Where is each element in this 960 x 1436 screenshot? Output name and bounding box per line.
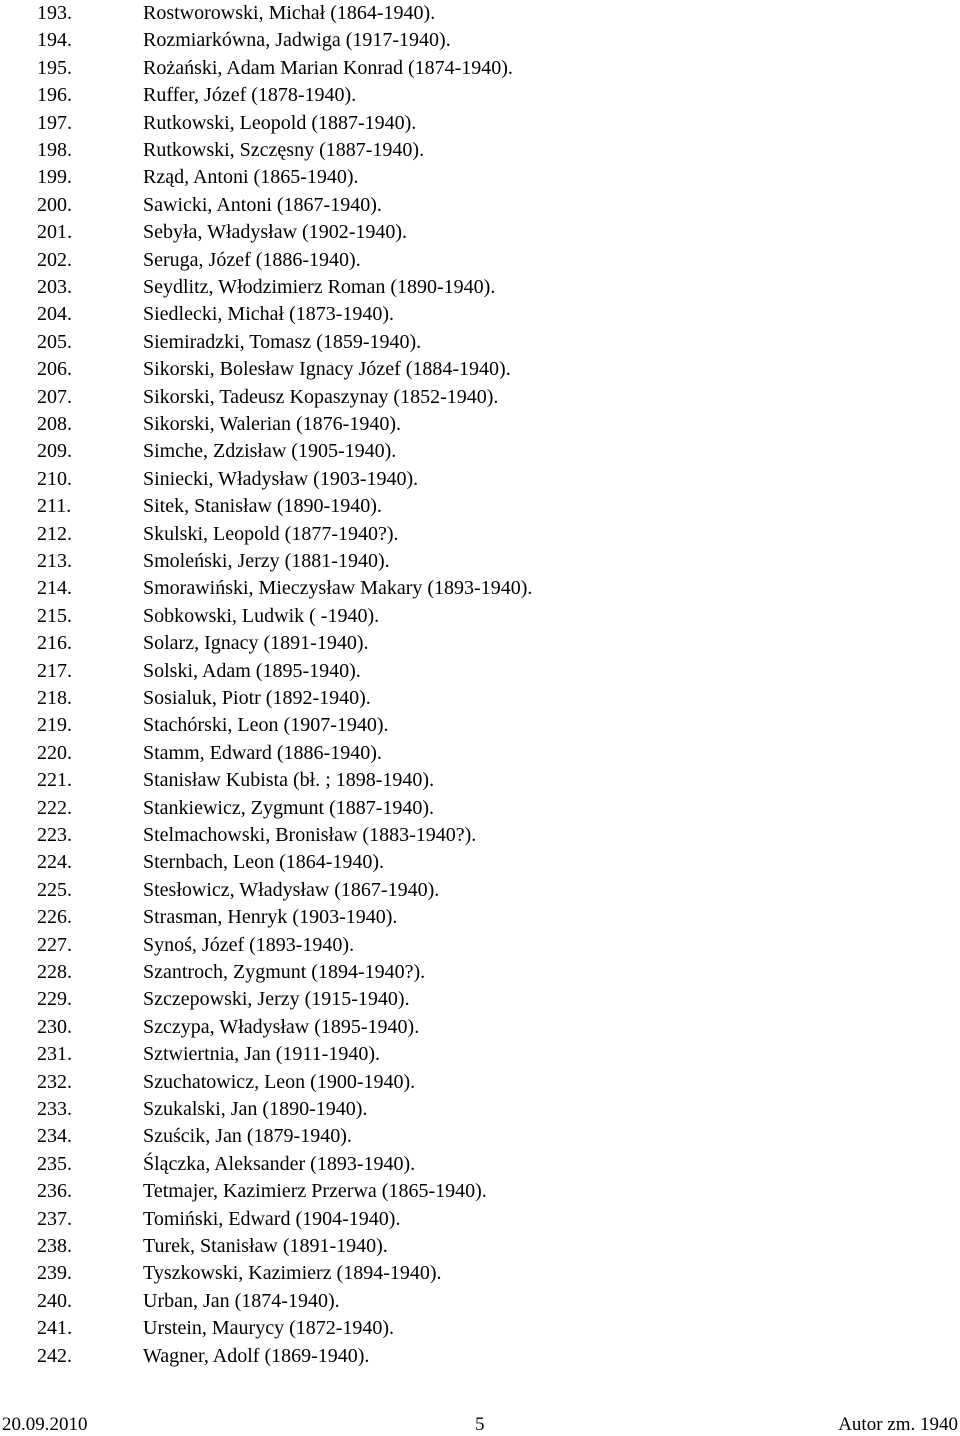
entry-number: 201.	[37, 221, 72, 244]
entry-number: 227.	[37, 933, 72, 956]
entry-number: 240.	[37, 1289, 72, 1312]
list-item	[0, 959, 960, 986]
entry-number: 226.	[37, 906, 72, 929]
entry-name: Solski, Adam (1895-1940).	[143, 659, 361, 682]
entry-number: 238.	[37, 1235, 72, 1257]
list-item	[0, 1343, 960, 1370]
list-item	[0, 1315, 960, 1342]
entry-name: Turek, Stanisław (1891-1940).	[143, 1235, 388, 1257]
entry-name: Rutkowski, Leopold (1887-1940).	[143, 111, 417, 134]
list-item	[0, 0, 960, 27]
entry-number: 203.	[37, 276, 72, 298]
entry-number: 216.	[37, 632, 72, 655]
entry-name: Synoś, Józef (1893-1940).	[143, 933, 355, 956]
entry-name: Strasman, Henryk (1903-1940).	[143, 906, 398, 929]
entry-name: Sosialuk, Piotr (1892-1940).	[143, 687, 371, 709]
entry-number: 197.	[37, 111, 72, 134]
entry-name: Sebyła, Władysław (1902-1940).	[143, 221, 408, 244]
list-item	[0, 685, 960, 712]
list-item	[0, 630, 960, 657]
entry-number: 230.	[37, 1015, 72, 1038]
entry-number: 222.	[37, 796, 72, 819]
list-item	[0, 1178, 960, 1205]
entry-name: Urstein, Maurycy (1872-1940).	[143, 1317, 395, 1340]
entry-number: 209.	[37, 440, 72, 463]
entry-name: Szczepowski, Jerzy (1915-1940).	[143, 988, 410, 1011]
entry-number: 220.	[37, 741, 72, 764]
entry-number: 234.	[37, 1125, 72, 1148]
list-item	[0, 247, 960, 274]
entry-number: 221.	[37, 769, 72, 792]
list-item	[0, 1288, 960, 1315]
entry-name: Smoleński, Jerzy (1881-1940).	[143, 550, 390, 572]
entry-name: Skulski, Leopold (1877-1940?).	[143, 522, 399, 545]
list-item	[0, 329, 960, 356]
entry-name: Rożański, Adam Marian Konrad (1874-1940).	[143, 56, 513, 79]
entry-name: Siniecki, Władysław (1903-1940).	[143, 467, 419, 490]
entry-name: Stelmachowski, Bronisław (1883-1940?).	[143, 824, 477, 846]
entry-name: Tyszkowski, Kazimierz (1894-1940).	[143, 1262, 442, 1285]
entry-number: 225.	[37, 878, 72, 901]
entry-number: 193.	[37, 2, 72, 24]
list-item	[0, 521, 960, 548]
entry-name: Sikorski, Tadeusz Kopaszynay (1852-1940).	[143, 385, 499, 408]
entry-name: Stesłowicz, Władysław (1867-1940).	[143, 878, 440, 901]
list-item	[0, 82, 960, 109]
entry-name: Stankiewicz, Zygmunt (1887-1940).	[143, 796, 435, 819]
entry-number: 219.	[37, 714, 72, 737]
list-item	[0, 795, 960, 822]
entry-name: Urban, Jan (1874-1940).	[143, 1289, 340, 1312]
entry-name: Seruga, Józef (1886-1940).	[143, 248, 361, 271]
list-item	[0, 466, 960, 493]
list-item	[0, 658, 960, 685]
list-item	[0, 55, 960, 82]
entry-name: Simche, Zdzisław (1905-1940).	[143, 440, 397, 463]
entry-number: 213.	[37, 550, 72, 572]
list-item	[0, 1069, 960, 1096]
entry-number: 241.	[37, 1317, 72, 1340]
entry-number: 224.	[37, 851, 72, 874]
list-item	[0, 712, 960, 739]
entry-name: Wagner, Adolf (1869-1940).	[143, 1344, 370, 1367]
list-item	[0, 1260, 960, 1287]
list-item	[0, 438, 960, 465]
list-item	[0, 986, 960, 1013]
list-item	[0, 849, 960, 876]
footer-page-number: 5	[475, 1414, 485, 1435]
entry-name: Siemiradzki, Tomasz (1859-1940).	[143, 330, 422, 353]
entry-name: Seydlitz, Włodzimierz Roman (1890-1940).	[143, 276, 496, 298]
footer-date: 20.09.2010	[2, 1414, 88, 1435]
entry-name: Sikorski, Walerian (1876-1940).	[143, 413, 401, 435]
entry-name: Sawicki, Antoni (1867-1940).	[143, 193, 382, 216]
list-item	[0, 27, 960, 54]
entry-number: 242.	[37, 1344, 72, 1367]
entry-number: 211.	[37, 495, 72, 518]
list-item	[0, 767, 960, 794]
list-item	[0, 356, 960, 383]
list-item	[0, 274, 960, 301]
list-item	[0, 219, 960, 246]
list-item	[0, 1233, 960, 1260]
page-footer	[0, 1414, 960, 1436]
entry-number: 214.	[37, 577, 72, 600]
entry-number: 204.	[37, 303, 72, 326]
entry-number: 232.	[37, 1070, 72, 1093]
entry-name: Rostworowski, Michał (1864-1940).	[143, 2, 436, 24]
list-item	[0, 740, 960, 767]
entry-number: 198.	[37, 139, 72, 161]
entry-number: 212.	[37, 522, 72, 545]
list-item	[0, 110, 960, 137]
entry-name: Rutkowski, Szczęsny (1887-1940).	[143, 139, 425, 161]
entry-name: Tetmajer, Kazimierz Przerwa (1865-1940).	[143, 1180, 487, 1203]
entry-name: Sternbach, Leon (1864-1940).	[143, 851, 385, 874]
list-item	[0, 493, 960, 520]
entry-name: Smorawiński, Mieczysław Makary (1893-1940).	[143, 577, 533, 600]
entry-number: 200.	[37, 193, 72, 216]
list-item	[0, 384, 960, 411]
list-item	[0, 164, 960, 191]
entry-name: Ślączka, Aleksander (1893-1940).	[143, 1152, 416, 1175]
entry-number: 199.	[37, 166, 72, 189]
entry-number: 237.	[37, 1207, 72, 1230]
list-item	[0, 603, 960, 630]
list-item	[0, 1041, 960, 1068]
entry-number: 217.	[37, 659, 72, 682]
entry-number: 236.	[37, 1180, 72, 1203]
entry-name: Tomiński, Edward (1904-1940).	[143, 1207, 401, 1230]
entry-name: Solarz, Ignacy (1891-1940).	[143, 632, 369, 655]
list-item	[0, 877, 960, 904]
entry-name: Rząd, Antoni (1865-1940).	[143, 166, 359, 189]
entry-name: Stamm, Edward (1886-1940).	[143, 741, 382, 764]
entry-number: 229.	[37, 988, 72, 1011]
entry-number: 233.	[37, 1098, 72, 1120]
list-item	[0, 1096, 960, 1123]
entry-number: 239.	[37, 1262, 72, 1285]
list-item	[0, 575, 960, 602]
entry-name: Stachórski, Leon (1907-1940).	[143, 714, 389, 737]
entry-number: 208.	[37, 413, 72, 435]
entry-number: 210.	[37, 467, 72, 490]
entry-name: Siedlecki, Michał (1873-1940).	[143, 303, 395, 326]
entry-number: 235.	[37, 1152, 72, 1175]
entry-name: Szczypa, Władysław (1895-1940).	[143, 1015, 420, 1038]
entry-number: 207.	[37, 385, 72, 408]
entry-name: Sobkowski, Ludwik ( -1940).	[143, 604, 380, 627]
entry-number: 223.	[37, 824, 72, 846]
list-item	[0, 301, 960, 328]
entry-number: 195.	[37, 56, 72, 79]
entry-name: Ruffer, Józef (1878-1940).	[143, 84, 357, 107]
list-item	[0, 137, 960, 164]
list-item	[0, 1151, 960, 1178]
list-item	[0, 1014, 960, 1041]
entry-number: 228.	[37, 961, 72, 983]
entry-name: Sztwiertnia, Jan (1911-1940).	[143, 1043, 380, 1066]
list-item	[0, 822, 960, 849]
list-item	[0, 932, 960, 959]
entry-name: Szuchatowicz, Leon (1900-1940).	[143, 1070, 416, 1093]
list-item	[0, 192, 960, 219]
entry-number: 218.	[37, 687, 72, 709]
entry-number: 196.	[37, 84, 72, 107]
entry-name: Szantroch, Zygmunt (1894-1940?).	[143, 961, 426, 983]
footer-author: Autor zm. 1940	[838, 1414, 958, 1435]
entry-number: 206.	[37, 358, 72, 381]
entry-name: Szuścik, Jan (1879-1940).	[143, 1125, 352, 1148]
list-item	[0, 1206, 960, 1233]
entry-name: Stanisław Kubista (bł. ; 1898-1940).	[143, 769, 435, 792]
entry-number: 231.	[37, 1043, 72, 1066]
entry-name: Rozmiarkówna, Jadwiga (1917-1940).	[143, 29, 451, 52]
entry-number: 205.	[37, 330, 72, 353]
entry-number: 215.	[37, 604, 72, 627]
entry-number: 202.	[37, 248, 72, 271]
list-item	[0, 904, 960, 931]
entry-number: 194.	[37, 29, 72, 52]
list-item	[0, 548, 960, 575]
entry-name: Sitek, Stanisław (1890-1940).	[143, 495, 382, 518]
list-item	[0, 1123, 960, 1150]
list-item	[0, 411, 960, 438]
entry-name: Sikorski, Bolesław Ignacy Józef (1884-1940).	[143, 358, 511, 381]
entry-name: Szukalski, Jan (1890-1940).	[143, 1098, 368, 1120]
